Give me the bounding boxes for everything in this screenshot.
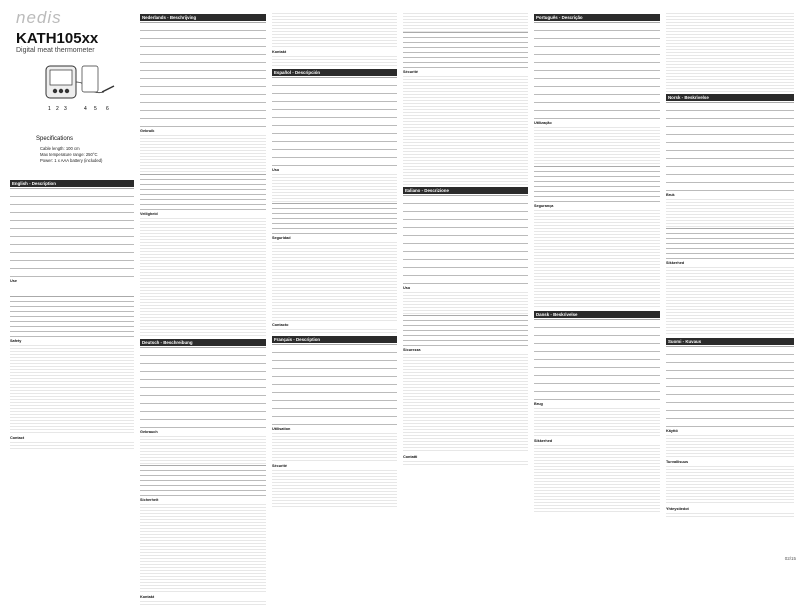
description-table xyxy=(10,188,134,277)
figure-label-3: 3 xyxy=(64,106,67,112)
section-nederlands: Nederlands - Beschrijving xyxy=(140,14,266,21)
section-dansk: Dansk - Beskrivelse xyxy=(534,311,660,318)
heading-turvallisuus: Turvallisuus xyxy=(666,460,689,464)
spec-item: Power: 1 x AAA battery (included) xyxy=(40,158,103,163)
column-2 xyxy=(140,0,266,599)
heading-uso: Uso xyxy=(272,168,280,172)
column-3 xyxy=(272,0,397,567)
section-portugues: Português - Descrição xyxy=(534,14,660,21)
heading-seguranca: Segurança xyxy=(534,204,554,208)
model-number: KATH105xx xyxy=(16,30,99,47)
heading-sikkerhed: Sikkerhed xyxy=(534,439,553,443)
heading-veiligheid: Veiligheid xyxy=(140,212,158,216)
heading-utilisation: Utilisation xyxy=(272,427,291,431)
heading-contatti: Contatti xyxy=(403,455,418,459)
column-5 xyxy=(534,0,660,567)
page-number: 02/15 xyxy=(784,556,796,561)
figure-label-4: 4 xyxy=(84,106,87,112)
brand-logo: nedis xyxy=(16,8,62,27)
heading-yhteystiedot: Yhteystiedot xyxy=(666,507,689,511)
figure-label-6: 6 xyxy=(106,106,109,112)
heading-gebrauch: Gebrauch xyxy=(140,430,158,434)
heading-kontakt: Kontakt xyxy=(140,595,155,599)
temperature-table xyxy=(10,296,134,337)
heading-use: Use xyxy=(10,279,17,283)
description-table xyxy=(140,22,266,127)
figure-label-2: 2 xyxy=(56,106,59,112)
section-norsk: Norsk - Beskrivelse xyxy=(666,94,794,101)
section-francais: Français - Description xyxy=(272,336,397,343)
column-6 xyxy=(666,0,794,567)
heading-uso-2: Uso xyxy=(403,286,411,290)
column-1 xyxy=(10,0,134,567)
heading-seguridad: Seguridad xyxy=(272,236,291,240)
spec-item: Cable length: 100 cm xyxy=(40,146,80,151)
heading-utilizacao: Utilização xyxy=(534,121,552,125)
column-4 xyxy=(403,0,528,567)
product-subtitle: Digital meat thermometer xyxy=(16,47,95,54)
section-espanol: Español - Descripción xyxy=(272,69,397,76)
section-deutsch: Deutsch - Beschreibung xyxy=(140,339,266,346)
section-italiano: Italiano - Descrizione xyxy=(403,187,528,194)
heading-brug: Brug xyxy=(534,402,543,406)
spec-item: Max temperature range: 250°C xyxy=(40,152,98,157)
heading-securite-2: Sécurité xyxy=(403,70,418,74)
heading-safety: Safety xyxy=(10,339,22,343)
section-suomi: Suomi - Kuvaus xyxy=(666,338,794,345)
heading-securite: Sécurité xyxy=(272,464,287,468)
specifications-title: Specifications xyxy=(36,136,74,142)
figure-label-1: 1 xyxy=(48,106,51,112)
figure-label-5: 5 xyxy=(94,106,97,112)
heading-kaytto: Käyttö xyxy=(666,429,678,433)
heading-kontakt-2: Kontakt xyxy=(272,50,287,54)
product-figure xyxy=(44,62,116,118)
heading-sicherheit: Sicherheit xyxy=(140,498,159,502)
heading-contacto: Contacto xyxy=(272,323,289,327)
section-english: English - Description xyxy=(10,180,134,187)
heading-sikkerhed-2: Sikkerhed xyxy=(666,261,685,265)
heading-sicurezza: Sicurezza xyxy=(403,348,421,352)
heading-gebruik: Gebruik xyxy=(140,129,155,133)
heading-bruk: Bruk xyxy=(666,193,675,197)
heading-contact: Contact xyxy=(10,436,25,440)
